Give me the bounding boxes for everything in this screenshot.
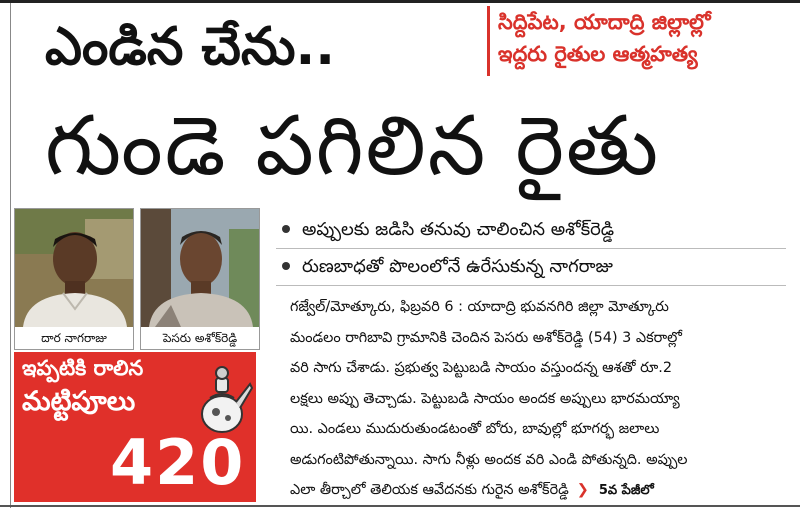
body-line-text: ఎలా తీర్చాలో తెలియక ఆవేదనకు గురైన అశోక్‌రెడ్డి — [290, 482, 569, 498]
body-line: లక్షలు అప్పు తెచ్చాడు. పెట్టుబడి సాయం అందక అప్పులు భారమయ్యా — [290, 390, 680, 407]
body-line: గజ్వేల్/మోత్కూరు, ఫిబ్రవరి 6 : యాదాద్రి భువనగిరి జిల్లా మోత్కూరు — [290, 299, 669, 315]
continued-arrow-icon: ❯ — [576, 482, 589, 498]
left-rule — [10, 3, 11, 508]
stat-box-line-1: ఇప్పటికి రాలిన — [22, 356, 144, 380]
bullet-dot-icon — [282, 225, 290, 233]
stat-box — [14, 352, 256, 502]
top-rule — [0, 0, 800, 3]
photo-ashok-reddy — [140, 208, 260, 328]
photo-nagaraju — [14, 208, 134, 328]
body-line: యి. ఎండలు ముదురుతుండటంతో బోరు, బావుల్లో భూగర్భ జలాలు — [290, 421, 660, 437]
bullet-list — [276, 212, 786, 286]
article-body — [290, 292, 790, 506]
stat-box-number: 420 — [110, 426, 246, 499]
bullet-item — [276, 249, 786, 286]
bullet-item — [276, 212, 786, 249]
body-line-last — [290, 475, 790, 506]
side-headline — [487, 6, 778, 76]
bullet-text: అప్పులకు జడిసి తనువు చాలించిన అశోక్‌రెడ్డి — [302, 219, 615, 240]
bottom-rule — [0, 505, 800, 507]
continued-on-page: 5వ పేజీలో — [598, 483, 654, 498]
main-headline: గుండె పగిలిన రైతు — [45, 99, 661, 194]
stat-box-line-2: మట్టిపూలు — [22, 386, 136, 417]
photo-caption-ashok-reddy: పెసరు అశోక్‌రెడ్డి — [140, 327, 260, 350]
side-headline-line-2: ఇద్దరు రైతుల ఆత్మహత్య — [498, 42, 698, 66]
bullet-dot-icon — [282, 262, 290, 270]
pesticide-pot-icon — [192, 362, 254, 436]
kicker-headline: ఎండిన చేను.. — [45, 17, 335, 77]
body-line: అడుగంటిపోతున్నాయి. సాగు నీళ్లు అందక వరి ఎండి పోతున్నది. అప్పుల — [290, 451, 688, 468]
photo-caption-nagaraju: దార నాగరాజు — [14, 327, 134, 350]
side-headline-line-1: సిద్దిపేట, యాదాద్రి జిల్లాల్లో — [498, 10, 711, 34]
bullet-text: రుణబాధతో పొలంలోనే ఉరేసుకున్న నాగరాజు — [302, 256, 613, 277]
body-line: మండలం రాగిబావి గ్రామానికి చెందిన పెసరు అశోక్‌రెడ్డి (54) 3 ఎకరాల్లో — [290, 329, 682, 346]
body-line: వరి సాగు చేశాడు. ప్రభుత్వ పెట్టుబడి సాయం వస్తుందన్న ఆశతో రూ.2 — [290, 360, 672, 376]
